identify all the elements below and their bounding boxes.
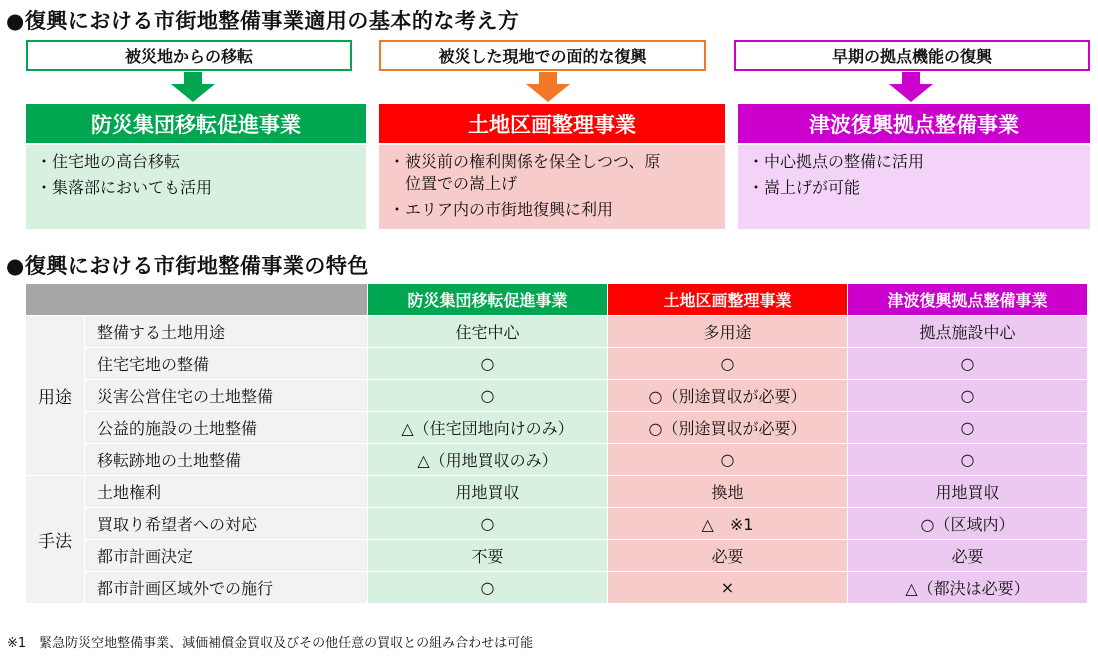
bullet-line: 位置での嵩上げ — [405, 174, 518, 193]
group-label-method: 手法 — [26, 476, 85, 604]
table-row — [26, 508, 1088, 540]
project-header-land-readjustment: 土地区画整理事業 — [379, 104, 725, 143]
table-cell: × — [608, 572, 848, 604]
row-label: 都市計画区域外での施行 — [85, 572, 368, 604]
row-label: 都市計画決定 — [85, 540, 368, 572]
table-row — [26, 412, 1088, 444]
table-cell: △（都決は必要） — [848, 572, 1088, 604]
description-tsunami-hub — [738, 145, 1090, 229]
table-row — [26, 476, 1088, 508]
table-row — [26, 540, 1088, 572]
table-cell: 換地 — [608, 476, 848, 508]
row-label: 住宅宅地の整備 — [85, 348, 368, 380]
project-header-tsunami-hub: 津波復興拠点整備事業 — [738, 104, 1090, 143]
description-land-readjustment — [379, 145, 725, 229]
header-blank-cell — [26, 284, 368, 316]
row-label: 移転跡地の土地整備 — [85, 444, 368, 476]
table-cell: ○ — [848, 348, 1088, 380]
description-collective-relocation — [26, 145, 366, 229]
bullet-item: ・集落部においても活用 — [36, 178, 213, 197]
row-label: 買取り希望者への対応 — [85, 508, 368, 540]
table-cell: △ ※1 — [608, 508, 848, 540]
row-label: 公益的施設の土地整備 — [85, 412, 368, 444]
table-row — [26, 444, 1088, 476]
bullet-item: ・中心拠点の整備に活用 — [748, 152, 925, 171]
footnote: ※1 緊急防災空地整備事業、減価補償金買収及びその他任意の買収との組み合わせは可能 — [7, 636, 534, 651]
table-cell: △（住宅団地向けのみ） — [368, 412, 608, 444]
table-cell: 拠点施設中心 — [848, 316, 1088, 348]
bullet-item: ・エリア内の市街地復興に利用 — [389, 200, 614, 219]
group-label-usage: 用途 — [26, 316, 85, 476]
table-row — [26, 380, 1088, 412]
category-box-relocation: 被災地からの移転 — [26, 40, 352, 71]
table-cell: 住宅中心 — [368, 316, 608, 348]
project-header-collective-relocation: 防災集団移転促進事業 — [26, 104, 366, 143]
table-cell: 必要 — [848, 540, 1088, 572]
row-label: 土地権利 — [85, 476, 368, 508]
table-cell: ○（別途買収が必要） — [608, 412, 848, 444]
table-cell: ○ — [848, 412, 1088, 444]
table-cell: 必要 — [608, 540, 848, 572]
column-header: 津波復興拠点整備事業 — [848, 284, 1088, 316]
table-cell: ○（区域内） — [848, 508, 1088, 540]
category-box-hub-recovery: 早期の拠点機能の復興 — [734, 40, 1090, 71]
table-cell: ○ — [368, 508, 608, 540]
table-row — [26, 316, 1088, 348]
table-cell: 用地買収 — [848, 476, 1088, 508]
table-cell: ○ — [608, 444, 848, 476]
section-title-basic-approach: ●復興における市街地整備事業適用の基本的な考え方 — [6, 9, 520, 33]
table-cell: ○ — [368, 572, 608, 604]
table-cell: 用地買収 — [368, 476, 608, 508]
table-cell: △（用地買収のみ） — [368, 444, 608, 476]
table-row — [26, 348, 1088, 380]
table-cell: ○ — [848, 444, 1088, 476]
table-cell: ○ — [848, 380, 1088, 412]
table-header-row — [26, 284, 1088, 316]
table-cell: ○ — [368, 348, 608, 380]
bullet-item — [389, 151, 715, 195]
row-label: 整備する土地用途 — [85, 316, 368, 348]
table-cell: ○ — [608, 348, 848, 380]
table-cell: ○ — [368, 380, 608, 412]
table-cell: 多用途 — [608, 316, 848, 348]
column-header: 土地区画整理事業 — [608, 284, 848, 316]
category-box-onsite-recovery: 被災した現地での面的な復興 — [379, 40, 706, 71]
column-header: 防災集団移転促進事業 — [368, 284, 608, 316]
table-cell: ○（別途買収が必要） — [608, 380, 848, 412]
bullet-item: ・住宅地の高台移転 — [36, 152, 181, 171]
row-label: 災害公営住宅の土地整備 — [85, 380, 368, 412]
section-title-features: ●復興における市街地整備事業の特色 — [6, 254, 369, 278]
table-cell: 不要 — [368, 540, 608, 572]
bullet-line: ・被災前の権利関係を保全しつつ、原 — [389, 152, 661, 171]
bullet-item: ・嵩上げが可能 — [748, 178, 861, 197]
table-row — [26, 572, 1088, 604]
features-table — [25, 283, 1088, 604]
